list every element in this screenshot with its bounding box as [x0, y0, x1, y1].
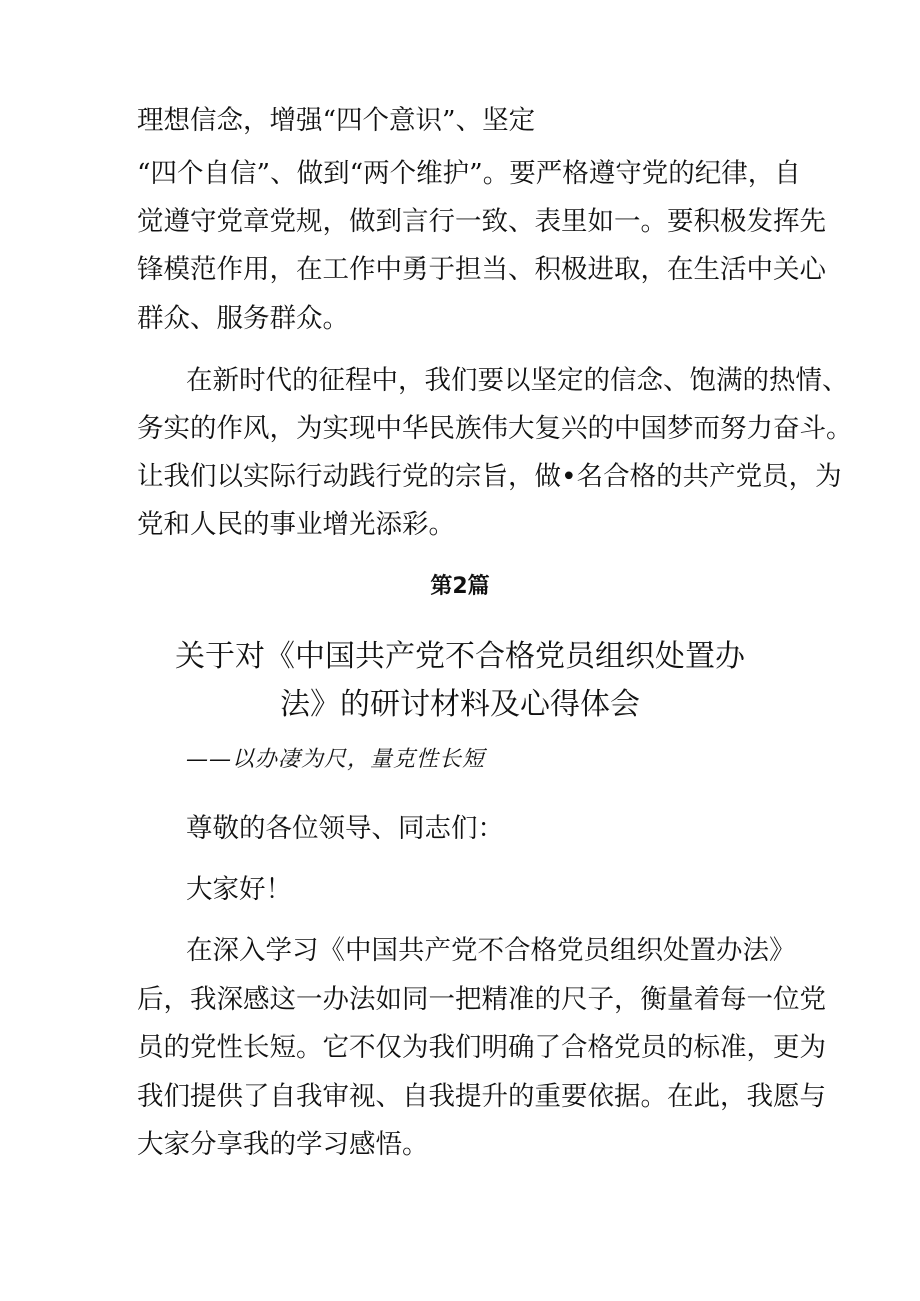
- paragraph-2-line-2: 务实的作风，为实现中华民族伟大复兴的中国梦而努力奋斗。: [137, 413, 853, 444]
- document-title-line-1: 关于对《中国共产党不合格党员组织处置办: [175, 639, 745, 674]
- paragraph-1-line-3: 觉遵守党章党规，做到言行一致、表里如一。要积极发挥先: [137, 206, 826, 237]
- paragraph-2-line-1: 在新时代的征程中，我们要以坚定的信念、饱满的热情、: [186, 365, 849, 396]
- section-label: 第2篇: [430, 574, 490, 599]
- paragraph-3-line-3: 员的党性长短。它不仅为我们明确了合格党员的标准，更为: [137, 1032, 826, 1063]
- paragraph-3-line-1: 在深入学习《中国共产党不合格党员组织处置办法》: [186, 935, 796, 966]
- paragraph-3-line-5: 大家分享我的学习感悟。: [137, 1129, 429, 1160]
- salutation: 尊敬的各位领导、同志们：: [186, 813, 504, 844]
- paragraph-1-line-5: 群众、服务群众。: [137, 303, 349, 334]
- paragraph-1-line-1: 理想信念，增强“四个意识”、坚定: [137, 105, 536, 136]
- greeting: 大家好！: [186, 874, 292, 905]
- paragraph-2-line-4: 党和人民的事业增光添彩。: [137, 509, 455, 540]
- document-subtitle: ——以办凄为尺，量克性长短: [186, 747, 486, 772]
- paragraph-3-line-2: 后，我深感这一办法如同一把精准的尺子，衡量着每一位党: [137, 984, 826, 1015]
- paragraph-3-line-4: 我们提供了自我审视、自我提升的重要依据。在此，我愿与: [137, 1081, 826, 1112]
- document-title-line-2: 法》的研讨材料及心得体会: [280, 687, 640, 722]
- paragraph-1-line-2: “四个自信”、做到“两个维护”。要严格遵守党的纪律，自: [137, 158, 801, 189]
- paragraph-2-line-3: 让我们以实际行动践行党的宗旨，做•名合格的共产党员，为: [137, 461, 842, 492]
- paragraph-1-line-4: 锋模范作用，在工作中勇于担当、积极进取，在生活中关心: [137, 254, 826, 285]
